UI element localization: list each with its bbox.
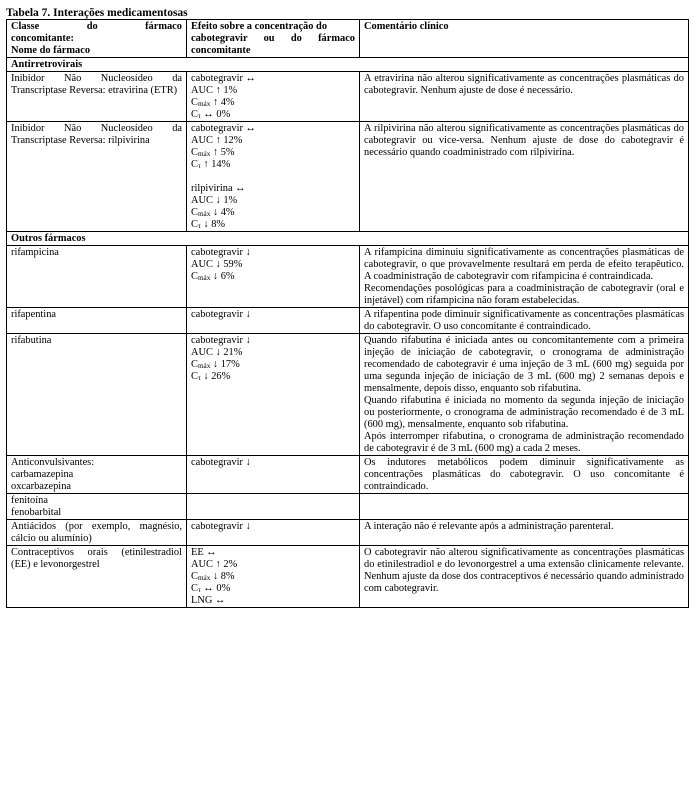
header-comment: Comentário clínico bbox=[360, 20, 689, 58]
table-row bbox=[7, 246, 689, 308]
section-row-other-drugs bbox=[7, 232, 689, 246]
table-row bbox=[7, 334, 689, 456]
effect-cell: cabotegravir ↓ bbox=[187, 456, 360, 494]
drug-cell: fenitoína fenobarbital bbox=[7, 494, 187, 520]
table-row bbox=[7, 308, 689, 334]
table-caption: Tabela 7. Interações medicamentosas bbox=[6, 7, 188, 19]
comment-cell: Os indutores metabólicos podem diminuir significativamente as concentrações plasmáticas do cabotegravir. O uso concomitante é contraindicado. bbox=[360, 456, 689, 494]
section-title: Outros fármacos bbox=[7, 232, 689, 246]
drug-cell: Inibidor Não Nucleosídeo da Transcriptase Reversa: etravirina (ETR) bbox=[7, 72, 187, 122]
table-row bbox=[7, 494, 689, 520]
drug-cell: Antiácidos (por exemplo, magnésio, cálcio ou alumínio) bbox=[7, 520, 187, 546]
comment-cell: A rifapentina pode diminuir significativamente as concentrações plasmáticas do cabotegravir. O uso concomitante é contraindicado. bbox=[360, 308, 689, 334]
comment-cell bbox=[360, 494, 689, 520]
interactions-table bbox=[6, 19, 689, 608]
comment-cell: Quando rifabutina é iniciada antes ou concomitantemente com a primeira injeção de iniciação de cabotegravir, o cronograma de administração recomendado de cabotegravir é uma injeção de 3 mL (600 mg) seguida por uma segunda injeção de iniciação de 3 mL (600 mg) 2 semanas depois e mensalmente, depois disso, enquanto sob rifabutina. Quando rifabutina é iniciada no momento da segunda injeção de iniciação ou posteriormente, o cronograma de administração recomendado é de 3 mL (600 mg), mensalmente, enquanto sob rifabutina. Após interromper rifabutina, o cronograma de administração recomendado de cabotegravir é de 3 mL (600 mg) a cada 2 meses. bbox=[360, 334, 689, 456]
section-row-antiretrovirals bbox=[7, 58, 689, 72]
header-drug-class: Classe do fármaco concomitante: Nome do fármaco bbox=[7, 20, 187, 58]
drug-cell: rifapentina bbox=[7, 308, 187, 334]
effect-cell bbox=[187, 494, 360, 520]
comment-cell: A interação não é relevante após a administração parenteral. bbox=[360, 520, 689, 546]
effect-cell: cabotegravir ↔ AUC ↑ 1% Cmáx ↑ 4% Cτ ↔ 0% bbox=[187, 72, 360, 122]
table-row bbox=[7, 520, 689, 546]
drug-cell: rifampicina bbox=[7, 246, 187, 308]
comment-cell: A rifampicina diminuiu significativamente as concentrações plasmáticas de cabotegravir, o que provavelmente resultará em perda de efeito terapêutico. A coadministração de cabotegravir com rifampicina é contraindicada. Recomendações posológicas para a coadministração de cabotegravir (oral e injetável) com rifampicina não foram estabelecidas. bbox=[360, 246, 689, 308]
effect-cell: cabotegravir ↓ AUC ↓ 21% Cmáx ↓ 17% Cτ ↓ 26% bbox=[187, 334, 360, 456]
drug-cell: rifabutina bbox=[7, 334, 187, 456]
effect-cell: cabotegravir ↓ AUC ↓ 59% Cmáx ↓ 6% bbox=[187, 246, 360, 308]
header-row bbox=[7, 20, 689, 58]
table-row bbox=[7, 546, 689, 608]
header-effect: Efeito sobre a concentração do cabotegravir ou do fármaco concomitante bbox=[187, 20, 360, 58]
comment-cell: O cabotegravir não alterou significativamente as concentrações plasmáticas do etinilestradiol e do levonorgestrel a uma extensão clinicamente relevante. Nenhum ajuste da dose dos contraceptivos é necessário quando administrado com cabotegravir. bbox=[360, 546, 689, 608]
effect-cell: cabotegravir ↓ bbox=[187, 520, 360, 546]
drug-cell: Contraceptivos orais (etinilestradiol (EE) e levonorgestrel bbox=[7, 546, 187, 608]
section-title: Antirretrovirais bbox=[7, 58, 689, 72]
table-row bbox=[7, 456, 689, 494]
effect-cell: cabotegravir ↓ bbox=[187, 308, 360, 334]
comment-cell: A etravirina não alterou significativamente as concentrações plasmáticas do cabotegravir. Nenhum ajuste de dose é necessário. bbox=[360, 72, 689, 122]
drug-cell: Anticonvulsivantes: carbamazepina oxcarbazepina bbox=[7, 456, 187, 494]
effect-cell: EE ↔ AUC ↑ 2% Cmáx ↓ 8% Cτ ↔ 0% LNG ↔ bbox=[187, 546, 360, 608]
table-row bbox=[7, 72, 689, 122]
drug-cell: Inibidor Não Nucleosídeo da Transcriptase Reversa: rilpivirina bbox=[7, 122, 187, 232]
comment-cell: A rilpivirina não alterou significativamente as concentrações plasmáticas do cabotegravir ou vice-versa. Nenhum ajuste de dose do cabotegravir é necessário quando coadministrado com rilpivirina. bbox=[360, 122, 689, 232]
effect-cell: cabotegravir ↔ AUC ↑ 12% Cmáx ↑ 5% Cτ ↑ 14% rilpivirina ↔ AUC ↓ 1% Cmáx ↓ 4% Cτ ↓ 8% bbox=[187, 122, 360, 232]
table-row bbox=[7, 122, 689, 232]
